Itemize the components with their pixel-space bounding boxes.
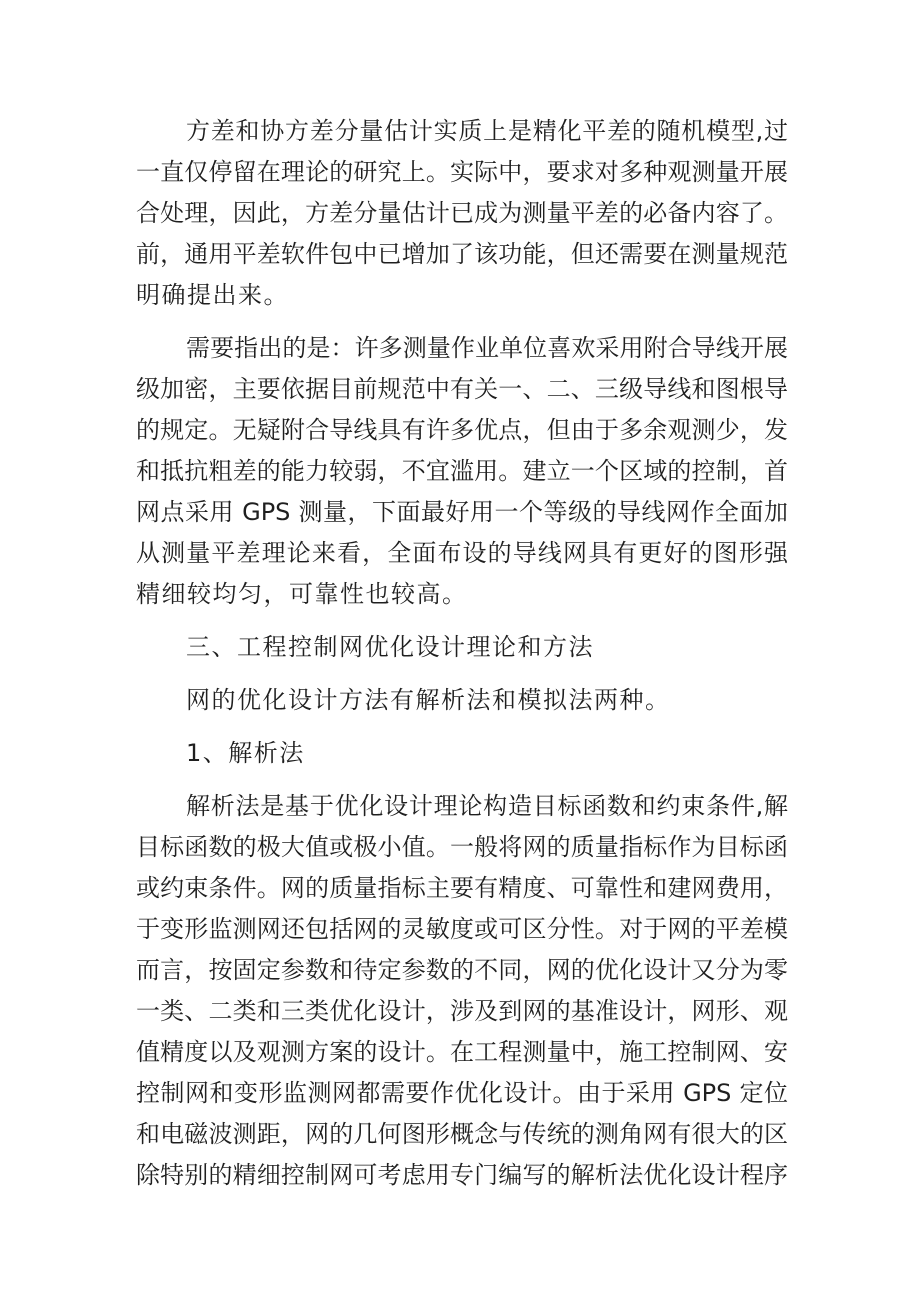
paragraph-1-line-1: 方差和协方差分量估计实质上是精化平差的随机模型,过: [186, 117, 788, 145]
paragraph-2-line-6: 从测量平差理论来看，全面布设的导线网具有更好的图形强: [136, 539, 788, 567]
paragraph-1-line-5: 明确提出来。: [136, 281, 289, 309]
paragraph-3-line-2: 目标函数的极大值或极小值。一般将网的质量指标作为目标函: [136, 833, 788, 861]
paragraph-1-line-4: 前，通用平差软件包中已增加了该功能，但还需要在测量规范: [136, 240, 788, 268]
paragraph-3-line-6: 一类、二类和三类优化设计，涉及到网的基准设计，网形、观: [136, 997, 788, 1025]
paragraph-2-line-7: 精细较均匀，可靠性也较高。: [136, 580, 468, 608]
paragraph-3-line-9: 和电磁波测距，网的几何图形概念与传统的测角网有很大的区: [136, 1120, 788, 1148]
paragraph-2-line-2: 级加密，主要依据目前规范中有关一、二、三级导线和图根导: [136, 375, 788, 403]
paragraph-3-line-3: 或约束条件。网的质量指标主要有精度、可靠性和建网费用，: [136, 874, 788, 902]
paragraph-3-line-10: 除特别的精细控制网可考虑用专门编写的解析法优化设计程序: [136, 1161, 788, 1189]
paragraph-3-line-8: 控制网和变形监测网都需要作优化设计。由于采用 GPS 定位: [136, 1079, 788, 1107]
intro-sentence: 网的优化设计方法有解析法和模拟法两种。: [186, 686, 671, 714]
paragraph-2-line-4: 和抵抗粗差的能力较弱，不宜滥用。建立一个区域的控制，首: [136, 457, 788, 485]
paragraph-3-line-5: 而言，按固定参数和待定参数的不同，网的优化设计又分为零: [136, 956, 788, 984]
paragraph-3-line-7: 值精度以及观测方案的设计。在工程测量中，施工控制网、安: [136, 1038, 788, 1066]
paragraph-2-line-5: 网点采用 GPS 测量，下面最好用一个等级的导线网作全面加: [136, 498, 788, 526]
paragraph-3-line-4: 于变形监测网还包括网的灵敏度或可区分性。对于网的平差模: [136, 915, 788, 943]
paragraph-1-line-3: 合处理，因此，方差分量估计已成为测量平差的必备内容了。: [136, 199, 788, 227]
paragraph-1-line-2: 一直仅停留在理论的研究上。实际中，要求对多种观测量开展: [136, 158, 788, 186]
subsection-heading: 1、解析法: [186, 739, 305, 767]
paragraph-2-line-3: 的规定。无疑附合导线具有许多优点，但由于多余观测少，发: [136, 416, 788, 444]
paragraph-3-line-1: 解析法是基于优化设计理论构造目标函数和约束条件,解: [186, 792, 788, 820]
section-heading: 三、工程控制网优化设计理论和方法: [186, 633, 594, 661]
paragraph-2-line-1: 需要指出的是：许多测量作业单位喜欢采用附合导线开展: [186, 334, 788, 362]
